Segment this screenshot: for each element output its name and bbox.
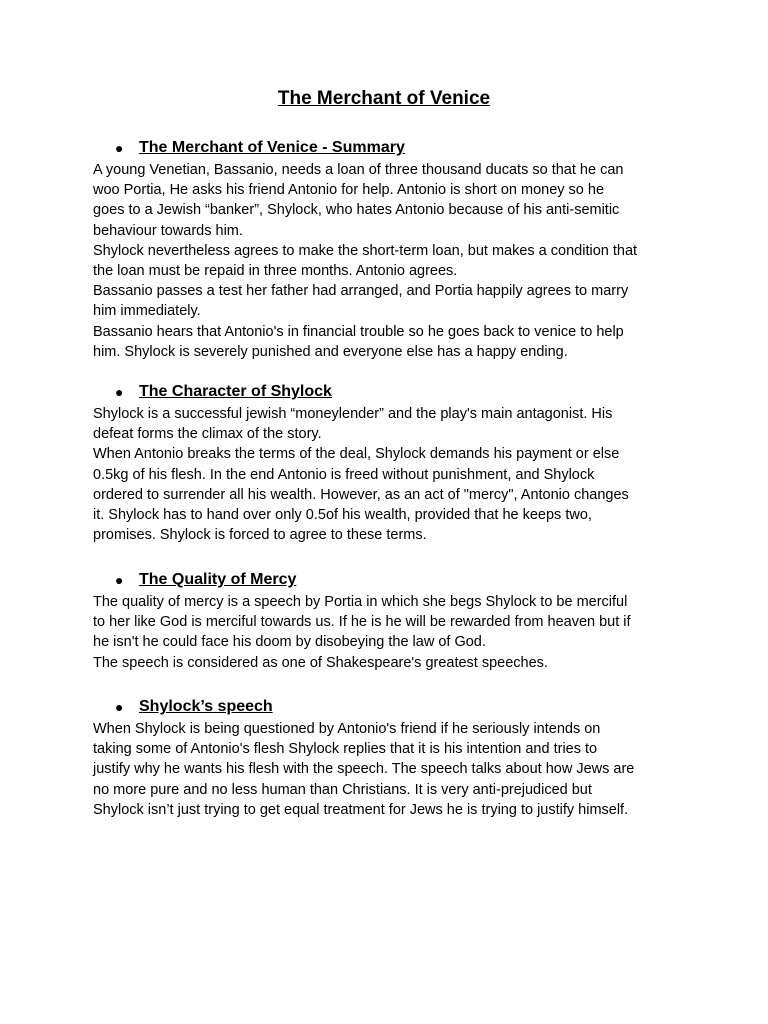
body-line: it. Shylock has to hand over only 0.5of his wealth, provided that he keeps two, bbox=[93, 507, 592, 524]
body-line: justify why he wants his flesh with the speech. The speech talks about how Jews are bbox=[93, 761, 635, 778]
body-line: him immediately. bbox=[93, 303, 201, 320]
section-quality-of-mercy bbox=[93, 569, 683, 673]
body-line: When Shylock is being questioned by Antonio's friend if he seriously intends on bbox=[93, 721, 601, 737]
body-line: When Antonio breaks the terms of the deal, Shylock demands his payment or else bbox=[93, 446, 620, 463]
section-character-of-shylock bbox=[93, 381, 683, 545]
section-heading bbox=[93, 137, 683, 159]
bullet-icon: ● bbox=[115, 572, 124, 588]
section-heading bbox=[93, 569, 683, 591]
section-heading-text: Shylock’s speech bbox=[139, 698, 273, 715]
body-line: ordered to surrender all his wealth. However, as an act of "mercy", Antonio changes bbox=[93, 486, 629, 503]
body-line: defeat forms the climax of the story. bbox=[93, 426, 322, 443]
body-line: Shylock is a successful jewish “moneylender” and the play's main antagonist. His bbox=[93, 406, 613, 422]
body-line: Shylock nevertheless agrees to make the short-term loan, but makes a condition that bbox=[93, 242, 638, 259]
document-title: The Merchant of Venice bbox=[277, 88, 491, 109]
section-body bbox=[93, 404, 683, 545]
body-line: him. Shylock is severely punished and everyone else has a happy ending. bbox=[93, 343, 568, 360]
body-line: woo Portia, He asks his friend Antonio for help. Antonio is short on money so he bbox=[93, 182, 605, 199]
body-line: A young Venetian, Bassanio, needs a loan of three thousand ducats so that he can bbox=[93, 162, 624, 178]
body-line: the loan must be repaid in three months. Antonio agrees. bbox=[93, 263, 458, 280]
body-line: behaviour towards him. bbox=[93, 222, 243, 239]
section-heading bbox=[93, 696, 683, 718]
section-body bbox=[93, 719, 683, 820]
body-line: 0.5kg of his flesh. In the end Antonio is freed without punishment, and Shylock bbox=[93, 466, 595, 483]
section-body bbox=[93, 592, 683, 673]
body-line: Bassanio hears that Antonio's in financial trouble so he goes back to venice to help bbox=[93, 323, 624, 340]
body-line: he isn't he could face his doom by disobeying the law of God. bbox=[93, 634, 486, 651]
section-heading-text: The Character of Shylock bbox=[139, 383, 332, 400]
section-heading bbox=[93, 381, 683, 403]
body-line: The quality of mercy is a speech by Portia in which she begs Shylock to be merciful bbox=[93, 594, 628, 610]
bullet-icon: ● bbox=[115, 384, 124, 400]
section-shylocks-speech bbox=[93, 696, 683, 820]
section-heading-text: The Merchant of Venice - Summary bbox=[139, 139, 405, 156]
body-line: no more pure and no less human than Christians. It is very anti-prejudiced but bbox=[93, 781, 592, 798]
body-line: to her like God is merciful towards us. If he is he will be rewarded from heaven but if bbox=[93, 614, 631, 631]
bullet-icon: ● bbox=[115, 699, 124, 715]
body-line: promises. Shylock is forced to agree to these terms. bbox=[93, 527, 427, 544]
body-line: goes to a Jewish “banker”, Shylock, who hates Antonio because of his anti-semitic bbox=[93, 202, 620, 219]
body-line: Shylock isn’t just trying to get equal treatment for Jews he is trying to justify himself. bbox=[93, 801, 629, 818]
body-line: taking some of Antonio's flesh Shylock replies that it is his intention and tries to bbox=[93, 741, 598, 758]
section-body bbox=[93, 160, 683, 362]
bullet-icon: ● bbox=[115, 140, 124, 156]
section-summary bbox=[93, 137, 683, 362]
section-heading-text: The Quality of Mercy bbox=[139, 571, 297, 588]
body-line: Bassanio passes a test her father had arranged, and Portia happily agrees to marry bbox=[93, 283, 629, 300]
body-line: The speech is considered as one of Shakespeare's greatest speeches. bbox=[93, 654, 548, 671]
